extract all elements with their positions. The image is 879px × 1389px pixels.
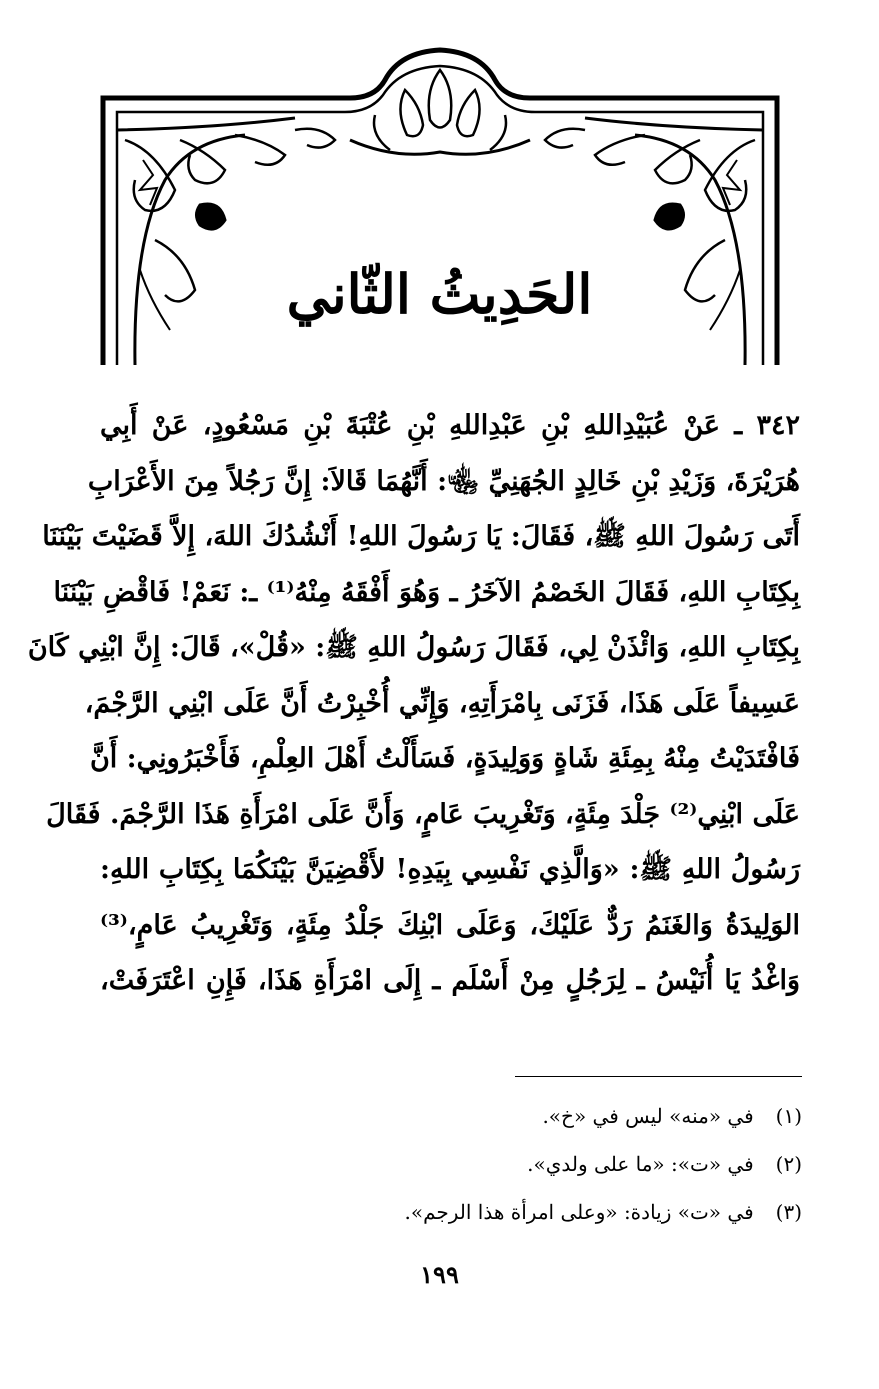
text-line: بِكِتَابِ اللهِ، فَقَالَ الخَصْمُ الآخَرُ ـ وَهُوَ أَفْقَهُ مِنْهُ⁽¹⁾ ـ: نَعَمْ! فَاقْضِ بَيْنَنَا — [53, 576, 800, 608]
footnotes — [100, 1092, 802, 1236]
footnote-number: (٣) — [775, 1200, 802, 1224]
text-line: بِكِتَابِ اللهِ، وَائْذَنْ لِي، فَقَالَ رَسُولُ اللهِ ﷺ: «قُلْ»، قَالَ: إِنَّ ابْنِي كَانَ — [27, 632, 800, 663]
text-line: الوَلِيدَةُ وَالغَنَمُ رَدٌّ عَلَيْكَ، وَعَلَى ابْنِكَ جَلْدُ مِئَةٍ، وَتَغْرِيبُ عَامٍ،⁽³⁾ — [100, 909, 800, 941]
chapter-title: الحَدِيثُ الثّاني — [286, 262, 593, 326]
text-line: أَتَى رَسُولَ اللهِ ﷺ، فَقَالَ: يَا رَسُولَ اللهِ! أَنْشُدُكَ اللهَ، إِلاَّ قَضَيْتَ بَيْنَنَا — [42, 521, 800, 552]
text-line: وَاغْدُ يَا أُنَيْسُ ـ لِرَجُلٍ مِنْ أَسْلَم ـ إِلَى امْرَأَةِ هَذَا، فَإِنِ اعْتَرَفَتْ، — [100, 965, 800, 996]
footnote-number: (١) — [775, 1104, 802, 1128]
footnote-text: في «منه» ليس في «خ». — [542, 1104, 754, 1128]
footnote-number: (٢) — [775, 1152, 802, 1176]
footnote-text: في «ت» زيادة: «وعلى امرأة هذا الرجم». — [404, 1200, 754, 1224]
text-line: ٣٤٢ ـ عَنْ عُبَيْدِاللهِ بْنِ عَبْدِاللهِ بْنِ عُتْبَةَ بْنِ مَسْعُودٍ، عَنْ أَبِي — [100, 410, 800, 441]
footnote — [100, 1092, 802, 1140]
text-line: رَسُولُ اللهِ ﷺ: «وَالَّذِي نَفْسِي بِيَدِهِ! لأَقْضِيَنَّ بَيْنَكُمَا بِكِتَابِ اللهِ: — [100, 854, 800, 885]
text-line: فَافْتَدَيْتُ مِنْهُ بِمِئَةِ شَاةٍ وَوَلِيدَةٍ، فَسَأَلْتُ أَهْلَ العِلْمِ، فَأَخْبَرُونِي: أَنَّ — [89, 743, 800, 774]
footnote — [100, 1188, 802, 1236]
text-line: عَسِيفاً عَلَى هَذَا، فَزَنَى بِامْرَأَتِهِ، وَإِنِّي أُخْبِرْتُ أَنَّ عَلَى ابْنِي الرَّجْمَ، — [84, 687, 800, 719]
footnote-text: في «ت»: «ما على ولدي». — [527, 1152, 754, 1176]
hadith-text — [27, 398, 800, 1009]
footnote — [100, 1140, 802, 1188]
text-line: هُرَيْرَةَ، وَزَيْدِ بْنِ خَالِدٍ الجُهَنِيِّ ﵄: أَنَّهُمَا قَالاَ: إِنَّ رَجُلاً مِنَ الأَعْرَابِ — [87, 465, 800, 497]
text-line: عَلَى ابْنِي⁽²⁾ جَلْدَ مِئَةٍ، وَتَغْرِيبَ عَامٍ، وَأَنَّ عَلَى امْرَأَةِ هَذَا الرَّجْمَ. فَقَالَ — [46, 798, 800, 830]
footnote-divider — [515, 1076, 802, 1077]
page-number: ١٩٩ — [420, 1260, 459, 1289]
